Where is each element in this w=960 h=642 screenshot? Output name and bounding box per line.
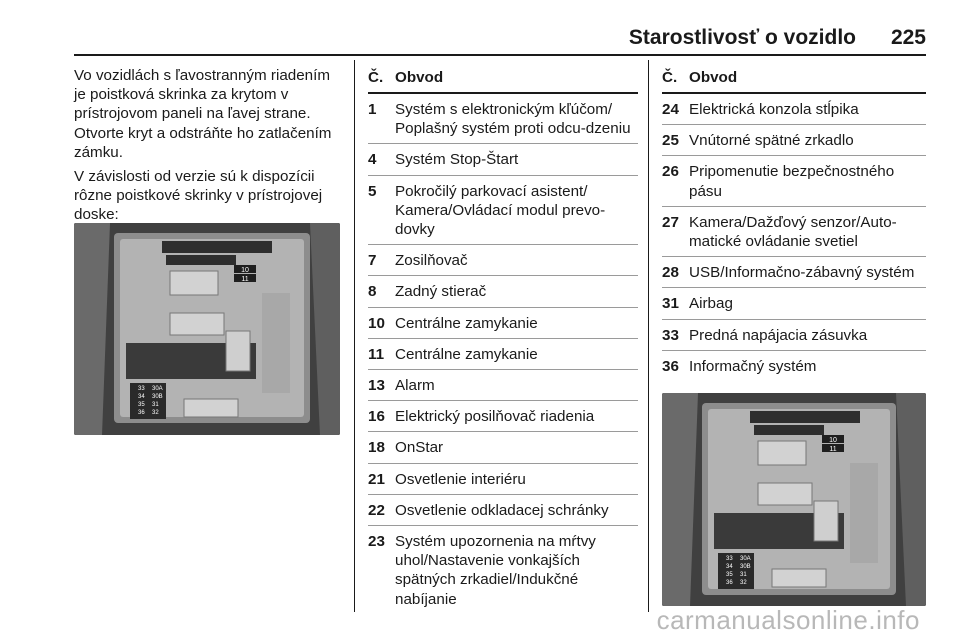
row-text: Pokročilý parkovací asistent/ Kamera/Ovládací modul prevo-dovky	[395, 182, 606, 239]
row-text: Systém Stop-Štart	[395, 151, 519, 169]
row-number: 4	[368, 151, 377, 169]
fuse-label-left-1: 33	[138, 386, 145, 392]
row-number: 7	[368, 252, 377, 270]
row-number: 33	[662, 326, 679, 344]
row-number: 28	[662, 264, 679, 282]
row-number: 25	[662, 132, 679, 150]
header-rule	[74, 54, 926, 56]
row-text: Osvetlenie interiéru	[395, 470, 526, 488]
section-title: Starostlivosť o vozidlo	[628, 26, 856, 49]
row-number: 10	[368, 314, 385, 332]
row-number: 11	[368, 345, 385, 363]
table-row	[368, 276, 638, 307]
fuse-label-right-4-b: 32	[740, 580, 747, 586]
row-text: Airbag	[689, 295, 733, 313]
fuse-label-left-3: 35	[138, 402, 145, 408]
intro-paragraph-2: V závislosti od verzie sú k dispozícii rôzne poistkové skrinky v prístrojovej doske:	[74, 168, 323, 224]
column-divider-2	[648, 60, 649, 612]
table-row	[368, 370, 638, 401]
fuse-box-image-1	[74, 223, 340, 435]
row-text: Zosilňovač	[395, 252, 468, 270]
row-text: Elektrický posilňovač riadenia	[395, 408, 595, 426]
intro-paragraph-1: Vo vozidlách s ľavostranným riadením je poistková skrinka za krytom v prístrojovom paneli na ľavej strane. Otvorte kryt a odstráňte ho zatlačením zámku.	[74, 67, 332, 161]
fuse-box-image-2	[662, 393, 926, 606]
row-text: Alarm	[395, 377, 435, 395]
table-row	[662, 257, 926, 288]
row-number: 8	[368, 283, 377, 301]
table-header	[662, 66, 926, 86]
fuse-label-left-3-b: 35	[726, 572, 733, 578]
fuse-label-left-2-b: 34	[726, 564, 733, 570]
fuse-label-top-2: 11	[241, 276, 249, 283]
fuse-label-top-2-b: 11	[829, 446, 837, 453]
row-text: Informačný systém	[689, 357, 817, 375]
table-row	[662, 125, 926, 156]
row-number: 1	[368, 101, 377, 118]
row-text: Elektrická konzola stĺpika	[689, 101, 859, 118]
header-circuit: Obvod	[395, 69, 444, 86]
row-text: Systém s elektronickým kľúčom/ Poplašný systém proti odcu-dzeniu	[395, 101, 631, 138]
table-row	[368, 94, 638, 144]
row-text: Systém upozornenia na mŕtvy uhol/Nastavenie vonkajších spätných zrkadiel/Indukčné nabíjanie	[395, 533, 596, 608]
row-text: USB/Informačno-zábavný systém	[689, 264, 915, 282]
row-number: 16	[368, 408, 385, 426]
table-row	[368, 339, 638, 370]
table-row	[662, 94, 926, 125]
table-row	[368, 495, 638, 526]
row-text: Centrálne zamykanie	[395, 345, 538, 363]
row-number: 27	[662, 213, 679, 231]
table-row	[368, 464, 638, 495]
page-header	[74, 24, 926, 54]
row-number: 36	[662, 357, 679, 375]
fuse-label-right-3-b: 31	[740, 572, 747, 578]
header-circuit: Obvod	[689, 69, 738, 86]
fuse-label-right-3: 31	[152, 402, 159, 408]
row-number: 23	[368, 533, 385, 551]
row-text: Kamera/Dažďový senzor/Auto-matické ovládanie svetiel	[689, 213, 897, 251]
fuse-label-right-1-b: 30A	[740, 556, 751, 562]
row-text: Osvetlenie odkladacej schránky	[395, 501, 609, 519]
table-row	[368, 176, 638, 246]
fuse-label-top-1-b: 10	[829, 437, 837, 444]
row-text: Pripomenutie bezpečnostného pásu	[689, 163, 895, 200]
table-row	[368, 245, 638, 276]
header-number: Č.	[368, 69, 384, 86]
row-number: 31	[662, 295, 679, 313]
row-number: 5	[368, 182, 377, 200]
fuse-label-left-4: 36	[138, 410, 145, 416]
row-number: 13	[368, 377, 385, 395]
fuse-table-1	[368, 66, 638, 614]
table-header	[368, 66, 638, 86]
table-row	[662, 351, 926, 381]
fuse-table-2	[662, 66, 926, 381]
table-row	[368, 308, 638, 339]
row-number: 18	[368, 439, 385, 457]
row-number: 21	[368, 470, 385, 488]
row-number: 22	[368, 501, 385, 519]
row-text: Zadný stierač	[395, 283, 487, 301]
row-number: 24	[662, 101, 679, 118]
table-row	[368, 401, 638, 432]
fuse-label-left-1-b: 33	[726, 556, 733, 562]
fuse-label-right-2: 30B	[152, 394, 163, 400]
row-text: Vnútorné spätné zrkadlo	[689, 132, 854, 150]
row-text: Predná napájacia zásuvka	[689, 326, 868, 344]
table-row	[662, 320, 926, 351]
column-divider-1	[354, 60, 355, 612]
table-row	[662, 207, 926, 257]
fuse-label-right-1: 30A	[152, 386, 163, 392]
fuse-label-left-4-b: 36	[726, 580, 733, 586]
fuse-label-left-2: 34	[138, 394, 145, 400]
fuse-label-right-2-b: 30B	[740, 564, 751, 570]
table-row	[368, 144, 638, 175]
fuse-label-top-1: 10	[241, 267, 249, 274]
table-row	[662, 288, 926, 319]
intro-text	[74, 66, 344, 230]
fuse-label-right-4: 32	[152, 410, 159, 416]
header-number: Č.	[662, 69, 678, 86]
page-number: 225	[890, 26, 926, 49]
table-row	[368, 526, 638, 614]
watermark: carmanualsonline.info	[656, 605, 920, 635]
row-text: OnStar	[395, 439, 444, 457]
table-row	[662, 156, 926, 206]
row-text: Centrálne zamykanie	[395, 314, 538, 332]
table-row	[368, 432, 638, 463]
row-number: 26	[662, 163, 679, 181]
